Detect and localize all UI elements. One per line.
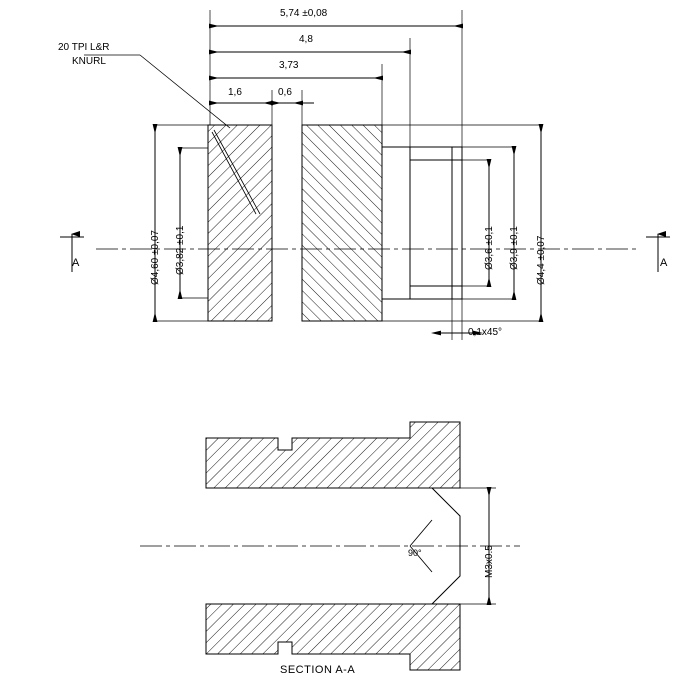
dim-label-length-4-8: 4,8 <box>299 34 313 45</box>
dim-label-dia-4-60: Ø4,60 ±0,07 <box>150 230 161 285</box>
dim-label-dia-3-82: Ø3,82 ±0,1 <box>175 225 186 275</box>
dim-label-length-1-6: 1,6 <box>228 87 242 98</box>
knurl-note-line2: KNURL <box>72 56 106 67</box>
angle-label: 90° <box>408 548 422 558</box>
knurl-note-line1: 20 TPI L&R <box>58 42 110 53</box>
section-arrow-label-right: A <box>660 257 668 269</box>
dim-label-dia-3-9: Ø3,9 ±0,1 <box>509 226 520 270</box>
section-arrow-label-left: A <box>72 257 80 269</box>
dim-label-length-0-6: 0,6 <box>278 87 292 98</box>
dim-label-overall-length: 5,74 ±0,08 <box>280 8 328 19</box>
section-title: SECTION A-A <box>280 664 356 676</box>
thread-label: M3x0.5 <box>484 545 495 578</box>
chamfer-note: 0,1x45° <box>468 327 503 338</box>
dim-label-length-3-73: 3,73 <box>279 60 299 71</box>
dim-label-dia-3-6: Ø3,6 ±0,1 <box>484 226 495 270</box>
dim-label-dia-4-4: Ø4,4 ±0,07 <box>536 235 547 285</box>
